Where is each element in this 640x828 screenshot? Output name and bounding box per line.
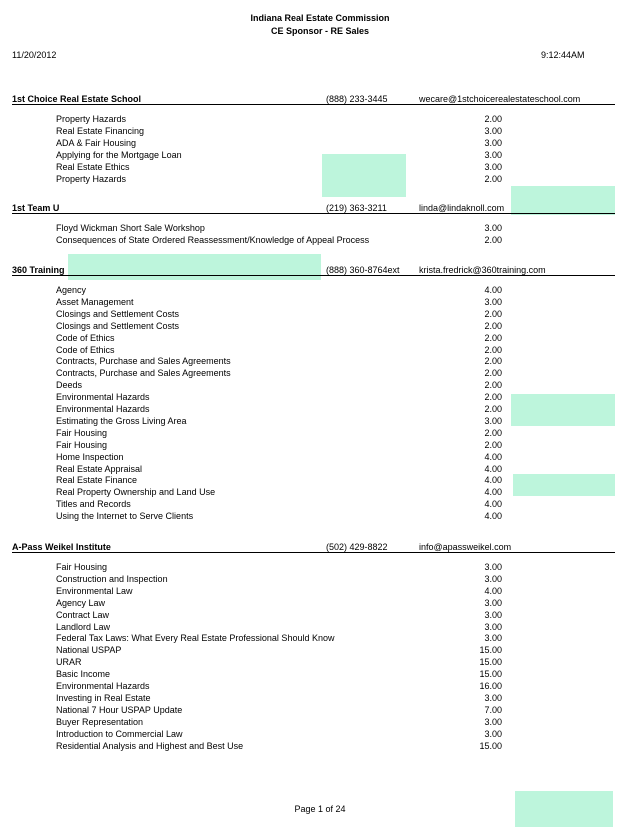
highlight-block bbox=[68, 254, 321, 280]
course-title: Landlord Law bbox=[56, 621, 111, 632]
course-hours: 2.00 bbox=[484, 308, 502, 319]
course-title: Deeds bbox=[56, 380, 83, 391]
course-hours: 15.00 bbox=[479, 669, 502, 680]
report-subtitle: CE Sponsor - RE Sales bbox=[270, 26, 370, 36]
course-title: Construction and Inspection bbox=[56, 573, 168, 584]
course-hours: 15.00 bbox=[479, 740, 502, 751]
course-hours: 2.00 bbox=[484, 173, 502, 184]
course-hours: 3.00 bbox=[484, 161, 502, 172]
sponsor-email: krista.fredrick@360training.com bbox=[419, 265, 546, 275]
course-hours: 4.00 bbox=[484, 511, 502, 522]
course-hours: 4.00 bbox=[484, 585, 502, 596]
course-title: Environmental Hazards bbox=[56, 404, 150, 414]
course-title: Floyd Wickman Short Sale Workshop bbox=[56, 223, 205, 233]
course-hours: 3.00 bbox=[484, 149, 502, 160]
course-title: Buyer Representation bbox=[56, 716, 144, 727]
course-hours: 3.00 bbox=[484, 223, 502, 233]
course-title: Agency Law bbox=[56, 597, 106, 608]
course-hours: 3.00 bbox=[484, 728, 502, 739]
sponsor-name: 1st Choice Real Estate School bbox=[12, 94, 142, 104]
course-title: Closings and Settlement Costs bbox=[56, 320, 180, 331]
highlight-block bbox=[322, 154, 406, 197]
course-hours: 3.00 bbox=[484, 597, 502, 608]
course-title: Fair Housing bbox=[56, 562, 108, 572]
sponsor-phone: (888) 233-3445 bbox=[326, 94, 388, 104]
course-title: Environmental Law bbox=[56, 585, 133, 596]
divider-line bbox=[12, 552, 615, 553]
course-title: Home Inspection bbox=[56, 451, 124, 462]
course-title: Environmental Hazards bbox=[56, 392, 150, 403]
course-hours: 3.00 bbox=[484, 415, 502, 426]
course-hours: 3.00 bbox=[484, 562, 502, 572]
course-title: National USPAP bbox=[56, 645, 122, 656]
course-hours: 3.00 bbox=[484, 609, 502, 620]
course-hours: 7.00 bbox=[484, 704, 502, 715]
course-title: Fair Housing bbox=[56, 439, 108, 450]
sponsor-name: 360 Training bbox=[12, 265, 65, 275]
course-title: Introduction to Commercial Law bbox=[56, 728, 183, 739]
course-title: Property Hazards bbox=[56, 114, 127, 124]
course-hours: 2.00 bbox=[484, 234, 502, 245]
course-hours: 3.00 bbox=[484, 716, 502, 727]
sponsor-name: A-Pass Weikel Institute bbox=[12, 542, 111, 552]
highlight-block bbox=[511, 186, 615, 215]
report-time: 9:12:44AM bbox=[541, 50, 585, 60]
course-title: National 7 Hour USPAP Update bbox=[56, 704, 183, 715]
course-title: Contracts, Purchase and Sales Agreements bbox=[56, 356, 231, 367]
sponsor-name: 1st Team U bbox=[12, 203, 60, 213]
course-title: Contract Law bbox=[56, 609, 110, 620]
sponsor-phone: (502) 429-8822 bbox=[326, 542, 388, 552]
course-hours: 4.00 bbox=[484, 487, 502, 498]
course-hours: 2.00 bbox=[484, 380, 502, 391]
course-hours: 4.00 bbox=[484, 475, 502, 486]
divider-line bbox=[12, 104, 615, 105]
course-hours: 15.00 bbox=[479, 645, 502, 656]
divider-line bbox=[12, 275, 615, 276]
course-hours: 16.00 bbox=[479, 681, 502, 691]
course-title: Applying for the Mortgage Loan bbox=[56, 149, 182, 160]
course-hours: 3.00 bbox=[484, 573, 502, 584]
course-hours: 2.00 bbox=[484, 368, 502, 379]
report-date: 11/20/2012 bbox=[12, 50, 57, 60]
course-hours: 4.00 bbox=[484, 285, 502, 295]
course-hours: 2.00 bbox=[484, 356, 502, 367]
course-hours: 3.00 bbox=[484, 633, 502, 644]
highlight-block bbox=[511, 394, 615, 426]
course-title: Real Estate Appraisal bbox=[56, 463, 143, 474]
sponsor-phone: (219) 363-3211 bbox=[326, 203, 387, 213]
sponsor-email: wecare@1stchoicerealestateschool.com bbox=[419, 94, 581, 104]
course-title: Estimating the Gross Living Area bbox=[56, 415, 187, 426]
course-hours: 3.00 bbox=[484, 137, 502, 148]
course-title: Titles and Records bbox=[56, 499, 131, 510]
course-hours: 15.00 bbox=[479, 657, 502, 668]
course-title: Using the Internet to Serve Clients bbox=[56, 511, 194, 522]
course-hours: 2.00 bbox=[484, 392, 502, 403]
course-hours: 2.00 bbox=[484, 332, 502, 343]
divider-line bbox=[12, 213, 615, 214]
course-hours: 3.00 bbox=[484, 621, 502, 632]
course-hours: 4.00 bbox=[484, 463, 502, 474]
course-hours: 3.00 bbox=[484, 296, 502, 307]
course-hours: 4.00 bbox=[484, 451, 502, 462]
course-title: Fair Housing bbox=[56, 427, 108, 438]
course-hours: 2.00 bbox=[484, 404, 502, 414]
course-title: ADA & Fair Housing bbox=[56, 137, 137, 148]
course-title: Real Property Ownership and Land Use bbox=[56, 487, 216, 498]
highlight-block bbox=[513, 474, 615, 496]
course-hours: 2.00 bbox=[484, 439, 502, 450]
course-hours: 4.00 bbox=[484, 499, 502, 510]
course-title: Real Estate Financing bbox=[56, 125, 145, 136]
course-title: Property Hazards bbox=[56, 173, 127, 184]
course-title: Agency bbox=[56, 285, 87, 295]
course-title: Basic Income bbox=[56, 669, 111, 680]
course-title: Federal Tax Laws: What Every Real Estate Professional Should Know bbox=[56, 633, 335, 644]
course-title: URAR bbox=[56, 657, 82, 668]
course-title: Real Estate Ethics bbox=[56, 161, 130, 172]
course-title: Contracts, Purchase and Sales Agreements bbox=[56, 368, 231, 379]
course-title: Code of Ethics bbox=[56, 344, 115, 355]
course-title: Residential Analysis and Highest and Best Use bbox=[56, 740, 244, 751]
sponsor-phone: (888) 360-8764ext bbox=[326, 265, 400, 275]
course-hours: 2.00 bbox=[484, 114, 502, 124]
course-title: Investing in Real Estate bbox=[56, 692, 151, 703]
course-title: Environmental Hazards bbox=[56, 681, 150, 691]
course-title: Code of Ethics bbox=[56, 332, 115, 343]
page-number: Page 1 of 24 bbox=[294, 804, 346, 814]
course-title: Closings and Settlement Costs bbox=[56, 308, 180, 319]
course-hours: 2.00 bbox=[484, 427, 502, 438]
course-hours: 2.00 bbox=[484, 344, 502, 355]
sponsor-email: linda@lindaknoll.com bbox=[419, 203, 505, 213]
sponsor-email: info@apassweikel.com bbox=[419, 542, 512, 552]
course-hours: 3.00 bbox=[484, 125, 502, 136]
course-hours: 2.00 bbox=[484, 320, 502, 331]
course-title: Consequences of State Ordered Reassessment/Knowledge of Appeal Process bbox=[56, 234, 370, 245]
report-title: Indiana Real Estate Commission bbox=[250, 13, 390, 23]
course-title: Real Estate Finance bbox=[56, 475, 138, 486]
course-hours: 3.00 bbox=[484, 692, 502, 703]
course-title: Asset Management bbox=[56, 296, 134, 307]
